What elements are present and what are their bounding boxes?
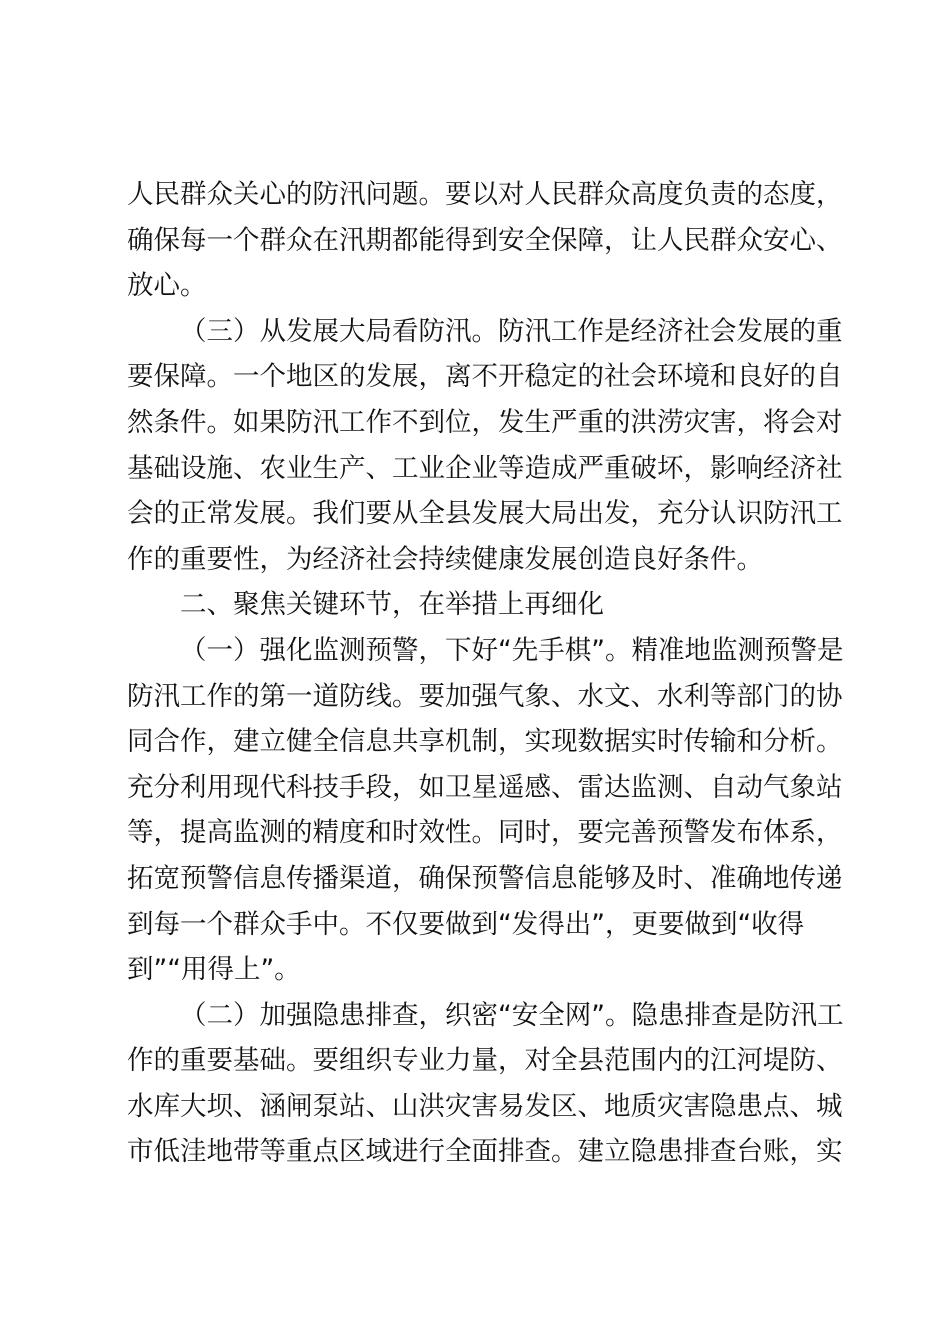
- body-text: [127, 172, 844, 1175]
- text-line: 拓宽预警信息传播渠道，确保预警信息能够及时、准确地传递: [127, 862, 843, 894]
- text-line: 等，提高监测的精度和时效性。同时，要完善预警发布体系，: [127, 817, 843, 849]
- text-line: 要保障。一个地区的发展，离不开稳定的社会环境和良好的自: [127, 361, 843, 393]
- paragraph-start-line: （二）加强隐患排查，织密“安全网”。隐患排查是防汛工: [180, 999, 844, 1031]
- paragraph-start-line: （一）强化监测预警，下好“先手棋”。精准地监测预警是: [180, 634, 844, 666]
- text-line: 作的重要性，为经济社会持续健康发展创造良好条件。: [127, 543, 763, 575]
- text-line: 水库大坝、涵闸泵站、山洪灾害易发区、地质灾害隐患点、城: [127, 1090, 843, 1122]
- text-line: 充分利用现代科技手段，如卫星遥感、雷达监测、自动气象站: [127, 771, 843, 803]
- text-line: 到每一个群众手中。不仅要做到“发得出”，更要做到“收得: [127, 908, 805, 940]
- text-line: 人民群众关心的防汛问题。要以对人民群众高度负责的态度，: [127, 179, 843, 210]
- text-line: 到”“用得上”。: [127, 954, 301, 986]
- text-line: 确保每一个群众在汛期都能得到安全保障，让人民群众安心、: [127, 224, 843, 256]
- text-line: 作的重要基础。要组织专业力量，对全县范围内的江河堤防、: [127, 1045, 843, 1077]
- text-line: 防汛工作的第一道防线。要加强气象、水文、水利等部门的协: [127, 680, 843, 712]
- text-line: 基础设施、农业生产、工业企业等造成严重破坏，影响经济社: [127, 452, 843, 484]
- paragraph-start-line: （三）从发展大局看防汛。防汛工作是经济社会发展的重: [180, 315, 843, 347]
- section-heading: 二、聚焦关键环节，在举措上再细化: [180, 589, 604, 621]
- text-line: 放心。: [127, 270, 207, 302]
- text-line: 然条件。如果防汛工作不到位，发生严重的洪涝灾害，将会对: [127, 406, 843, 438]
- text-line: 市低洼地带等重点区域进行全面排查。建立隐患排查台账，实: [127, 1136, 843, 1168]
- text-line: 会的正常发展。我们要从全县发展大局出发，充分认识防汛工: [127, 498, 843, 530]
- text-line: 同合作，建立健全信息共享机制，实现数据实时传输和分析。: [127, 726, 843, 758]
